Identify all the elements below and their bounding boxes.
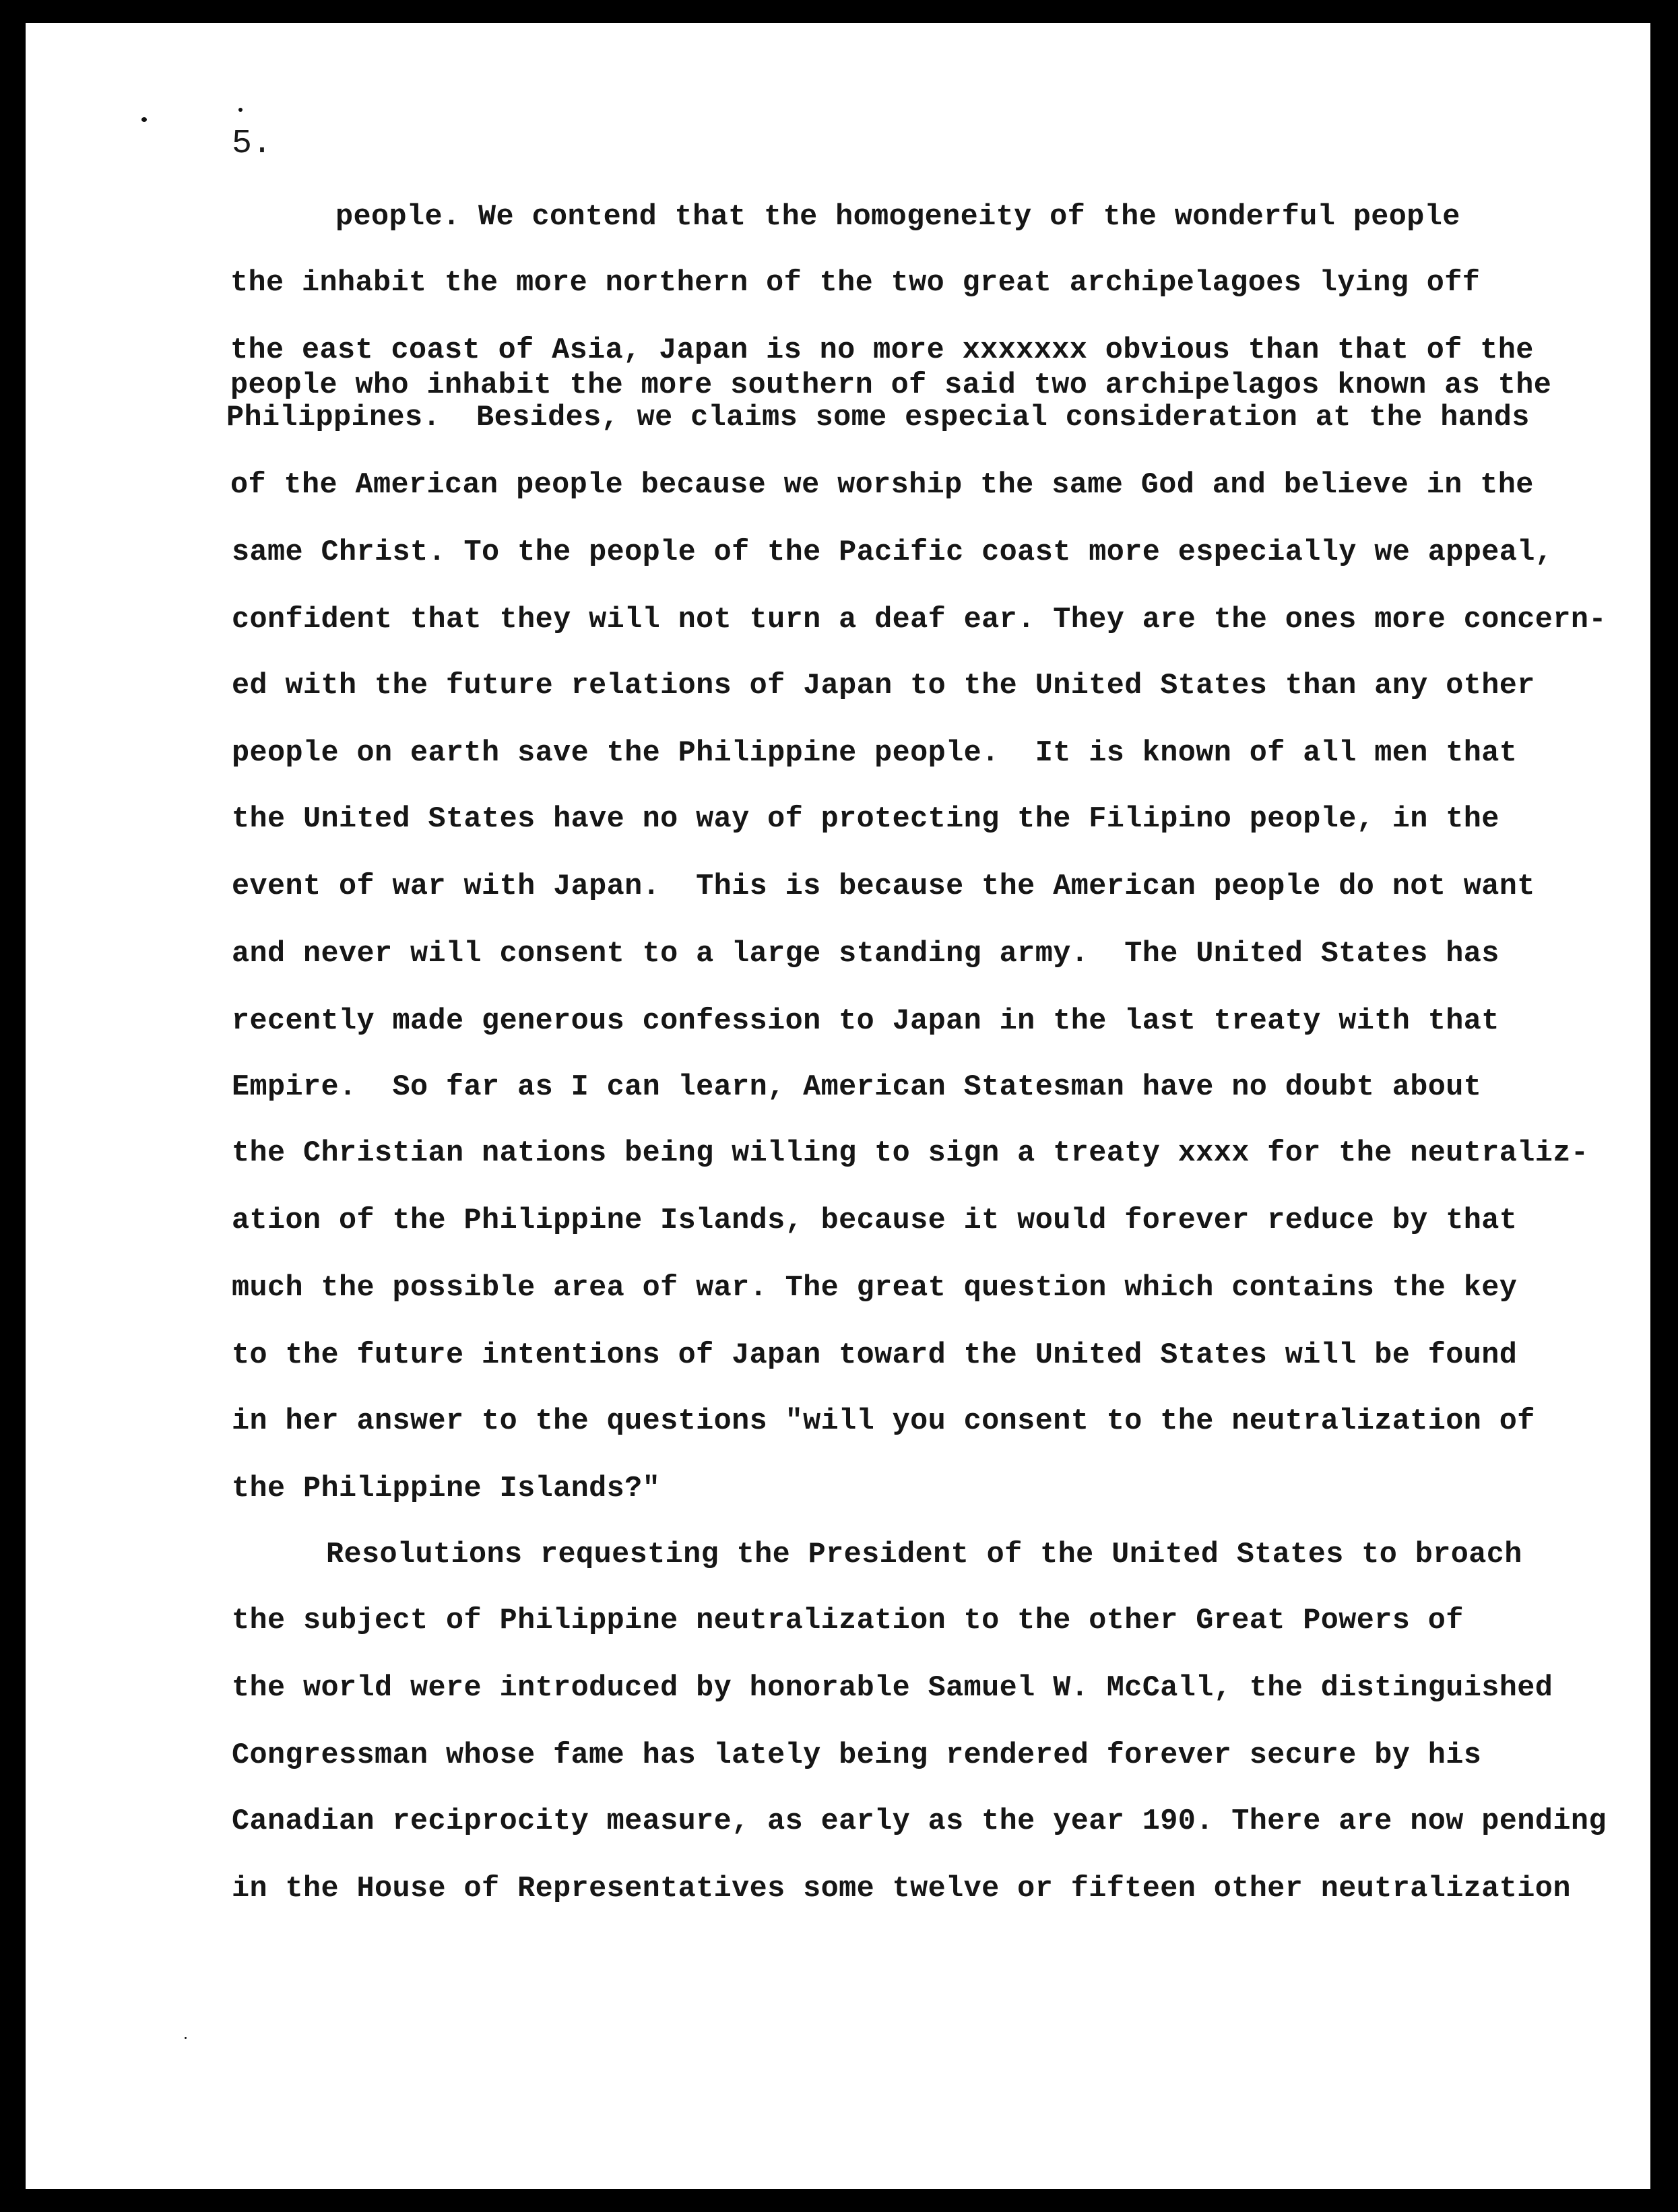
text-line: people on earth save the Philippine people. It is known of all men that — [232, 737, 1518, 770]
text-line: confident that they will not turn a deaf ear. They are the ones more concern- — [232, 604, 1607, 637]
document-page — [26, 23, 1650, 2189]
text-line: the world were introduced by honorable Samuel W. McCall, the distinguished — [232, 1672, 1553, 1705]
text-line: the inhabit the more northern of the two great archipelagoes lying off — [230, 267, 1481, 300]
typed-text-body — [26, 23, 1650, 2189]
text-line: the United States have no way of protecting the Filipino people, in the — [232, 803, 1499, 836]
text-line: ed with the future relations of Japan to the United States than any other — [232, 670, 1535, 703]
text-line: the Christian nations being willing to sign a treaty xxxx for the neutraliz- — [232, 1137, 1589, 1170]
text-line: Congressman whose fame has lately being rendered forever secure by his — [232, 1739, 1482, 1772]
text-line: and never will consent to a large standing army. The United States has — [232, 938, 1499, 971]
text-line: event of war with Japan. This is because the American people do not want — [232, 870, 1535, 903]
text-line: Philippines. Besides, we claims some especial consideration at the hands — [226, 401, 1530, 434]
text-line: the Philippine Islands?" — [232, 1472, 661, 1505]
page-number: 5. — [232, 125, 273, 163]
text-line: of the American people because we worship the same God and believe in the — [230, 469, 1534, 502]
text-line: in the House of Representatives some twelve or fifteen other neutralization — [232, 1873, 1571, 1906]
text-line: to the future intentions of Japan toward the United States will be found — [232, 1339, 1518, 1372]
text-line: Empire. So far as I can learn, American Statesman have no doubt about — [232, 1071, 1482, 1104]
text-line: same Christ. To the people of the Pacific coast more especially we appeal, — [232, 536, 1553, 569]
text-line: Resolutions requesting the President of the United States to broach — [326, 1538, 1522, 1571]
text-line: the subject of Philippine neutralization to the other Great Powers of — [232, 1604, 1464, 1637]
text-line: in her answer to the questions "will you consent to the neutralization of — [232, 1405, 1535, 1438]
text-line: Canadian reciprocity measure, as early as the year 190. There are now pending — [232, 1805, 1607, 1838]
text-line: recently made generous confession to Japan in the last treaty with that — [232, 1005, 1499, 1038]
text-line: ation of the Philippine Islands, because it would forever reduce by that — [232, 1204, 1518, 1237]
text-line: people who inhabit the more southern of said two archipelagos known as the — [230, 369, 1552, 402]
text-line: people. We contend that the homogeneity of the wonderful people — [335, 201, 1460, 234]
text-line: much the possible area of war. The great question which contains the key — [232, 1272, 1518, 1305]
text-line: the east coast of Asia, Japan is no more xxxxxxx obvious than that of the — [230, 334, 1534, 367]
